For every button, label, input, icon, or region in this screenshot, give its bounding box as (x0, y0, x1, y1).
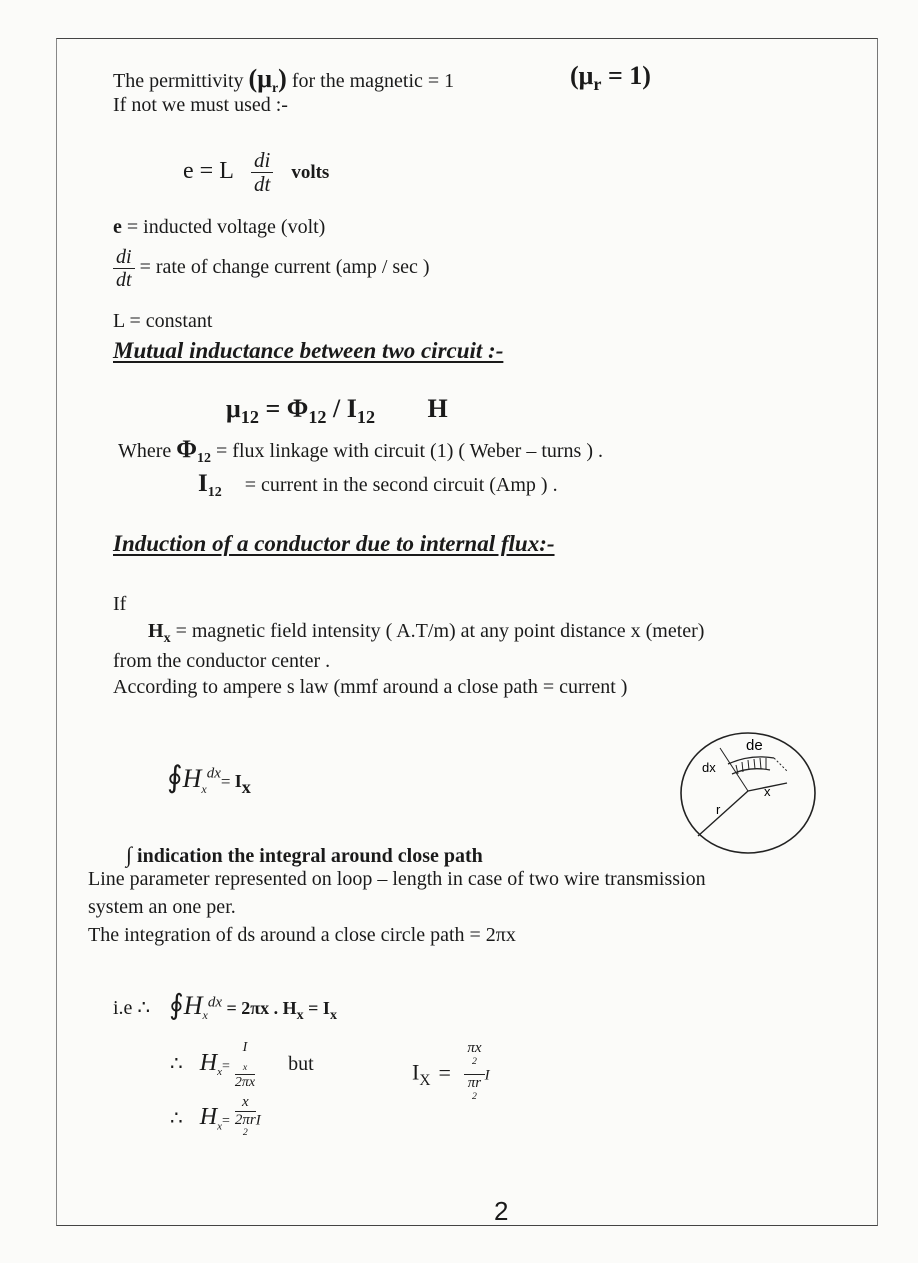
heading-mutual-inductance: Mutual inductance between two circuit :- (113, 338, 504, 363)
if-not-line: If not we must used :- (113, 94, 288, 116)
def-e: e = inducted voltage (volt) (113, 216, 326, 238)
line-parameter: Line parameter represented on loop – length in case of two wire transmission (88, 868, 706, 890)
mu-r-equation: $(\mu_r = 1)$ (570, 61, 651, 95)
hx-definition-cont: from the conductor center . (113, 650, 331, 672)
def-L: L = constant (113, 310, 213, 332)
def-didt: $\frac{di}{dt}$ = rate of change current (amp / sec ) (113, 246, 430, 291)
where-phi-definition: Where $\Phi_{12}$ = flux linkage with circuit (1) ( Weber – turns ) . (118, 436, 604, 466)
ix-equation: $I_X$ = πx $^2$ πr $^2$ I (412, 1040, 490, 1102)
diagram-label-r: r (716, 802, 721, 817)
diagram-label-de: de (746, 737, 763, 754)
hx-equation: ∴ $H_x=$ I $_x$ 2πx but (170, 1040, 314, 1090)
diagram-label-dx: dx (702, 760, 716, 775)
conductor-cross-section-diagram (676, 728, 820, 858)
hx-final-equation: ∴ $H_x=$ x 2πr $^2$ I (170, 1094, 261, 1138)
integration-line: The integration of ds around a close circle path = 2πx (88, 924, 516, 946)
heading-internal-flux: Induction of a conductor due to internal flux:- (113, 531, 555, 556)
ampere-integral: $∮H_x^{dx}= I_x$ (167, 761, 251, 798)
mutual-inductance-equation: $\mu_{12} = \Phi_{12} / I_{12}$ H (226, 394, 448, 428)
i12-definition: $I_{12}$ = current in the second circuit (Amp ) . (198, 470, 558, 500)
line-parameter-cont: system an one per. (88, 896, 236, 918)
diagram-label-x: x (764, 784, 771, 799)
page-number: 2 (494, 1196, 509, 1226)
emf-equation: e = L $\frac{di}{dt}$ volts (183, 148, 330, 197)
permittivity-line: The permittivity $(\mu_r)$ for the magnetic = 1 (113, 64, 455, 96)
radius-line (698, 791, 748, 836)
integral-note: ∫ indication the integral around close path (126, 842, 483, 867)
hx-definition: $H_x$ = magnetic field intensity ( A.T/m) at any point distance x (meter) (148, 620, 705, 646)
ampere-law: According to ampere s law (mmf around a close path = current ) (113, 676, 628, 698)
ie-equation: i.e ∴ $∮H_x^{dx} = 2\pi x$ . $H_x = I_x$ (113, 990, 337, 1023)
if-label: If (113, 593, 127, 615)
